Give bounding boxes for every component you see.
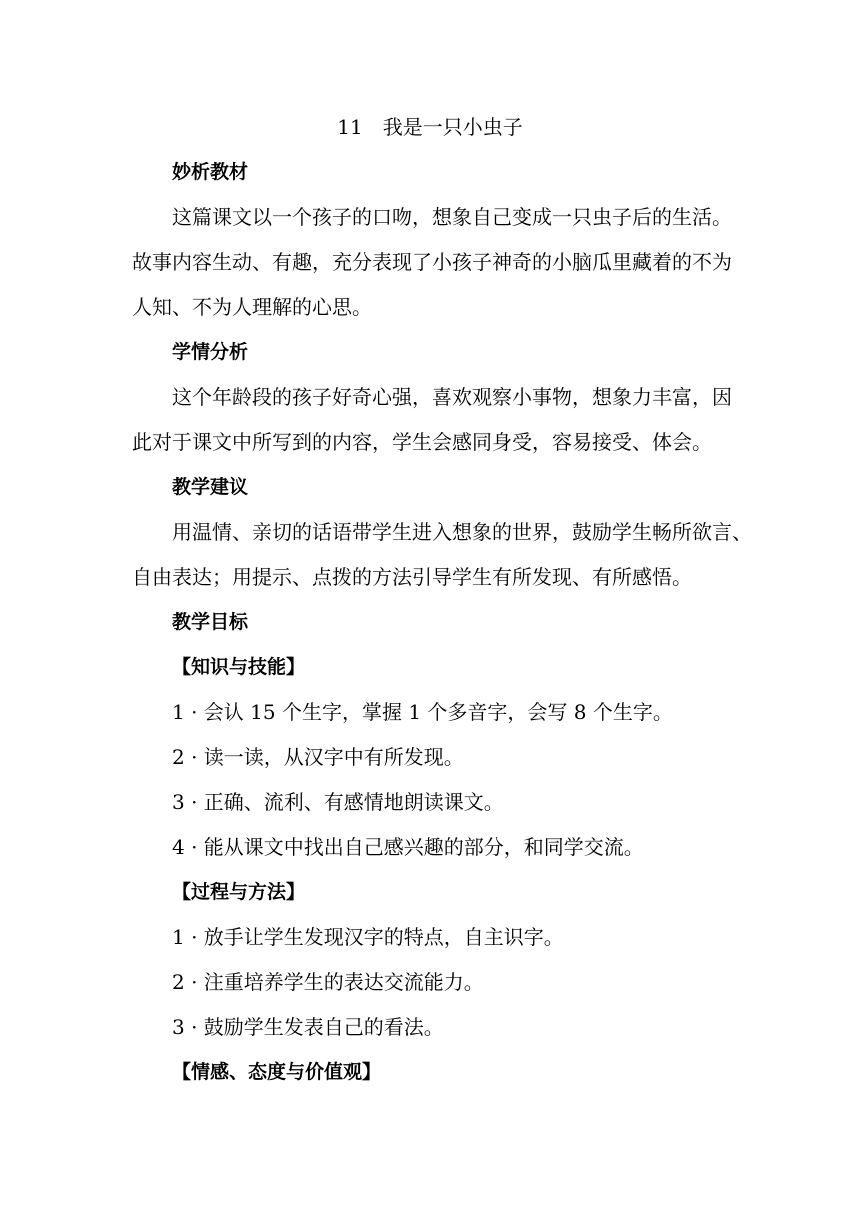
analysis-paragraph-line: 故事内容生动、有趣，充分表现了小孩子神奇的小脑瓜里藏着的不为 [132, 250, 732, 274]
analysis-paragraph-line: 这篇课文以一个孩子的口吻，想象自己变成一只虫子后的生活。 [172, 205, 732, 229]
student-analysis-line: 这个年龄段的孩子好奇心强，喜欢观察小事物，想象力丰富，因 [172, 385, 732, 409]
lesson-title: 11 我是一只小虫子 [337, 115, 523, 139]
teaching-suggestion-line: 用温情、亲切的话语带学生进入想象的世界，鼓励学生畅所欲言、 [172, 520, 752, 544]
knowledge-item: 2 · 读一读，从汉字中有所发现。 [172, 745, 464, 769]
emotion-attitude-values-heading: 【情感、态度与价值观】 [172, 1061, 382, 1083]
knowledge-item: 3 · 正确、流利、有感情地朗读课文。 [172, 790, 504, 814]
knowledge-item: 1 · 会认 15 个生字，掌握 1 个多音字，会写 8 个生字。 [172, 700, 673, 724]
teaching-goals-heading: 教学目标 [172, 611, 249, 633]
process-methods-heading: 【过程与方法】 [172, 881, 306, 903]
student-analysis-line: 此对于课文中所写到的内容，学生会感同身受，容易接受、体会。 [132, 430, 712, 454]
teaching-suggestion-heading: 教学建议 [172, 476, 249, 498]
analysis-heading: 妙析教材 [172, 161, 249, 183]
teaching-suggestion-line: 自由表达；用提示、点拨的方法引导学生有所发现、有所感悟。 [132, 565, 692, 589]
process-item: 3 · 鼓励学生发表自己的看法。 [172, 1015, 444, 1039]
knowledge-skills-heading: 【知识与技能】 [172, 656, 306, 678]
knowledge-item: 4 · 能从课文中找出自己感兴趣的部分，和同学交流。 [172, 835, 644, 859]
process-item: 2 · 注重培养学生的表达交流能力。 [172, 970, 484, 994]
process-item: 1 · 放手让学生发现汉字的特点，自主识字。 [172, 925, 564, 949]
student-analysis-heading: 学情分析 [172, 341, 249, 363]
analysis-paragraph-line: 人知、不为人理解的心思。 [132, 295, 372, 319]
